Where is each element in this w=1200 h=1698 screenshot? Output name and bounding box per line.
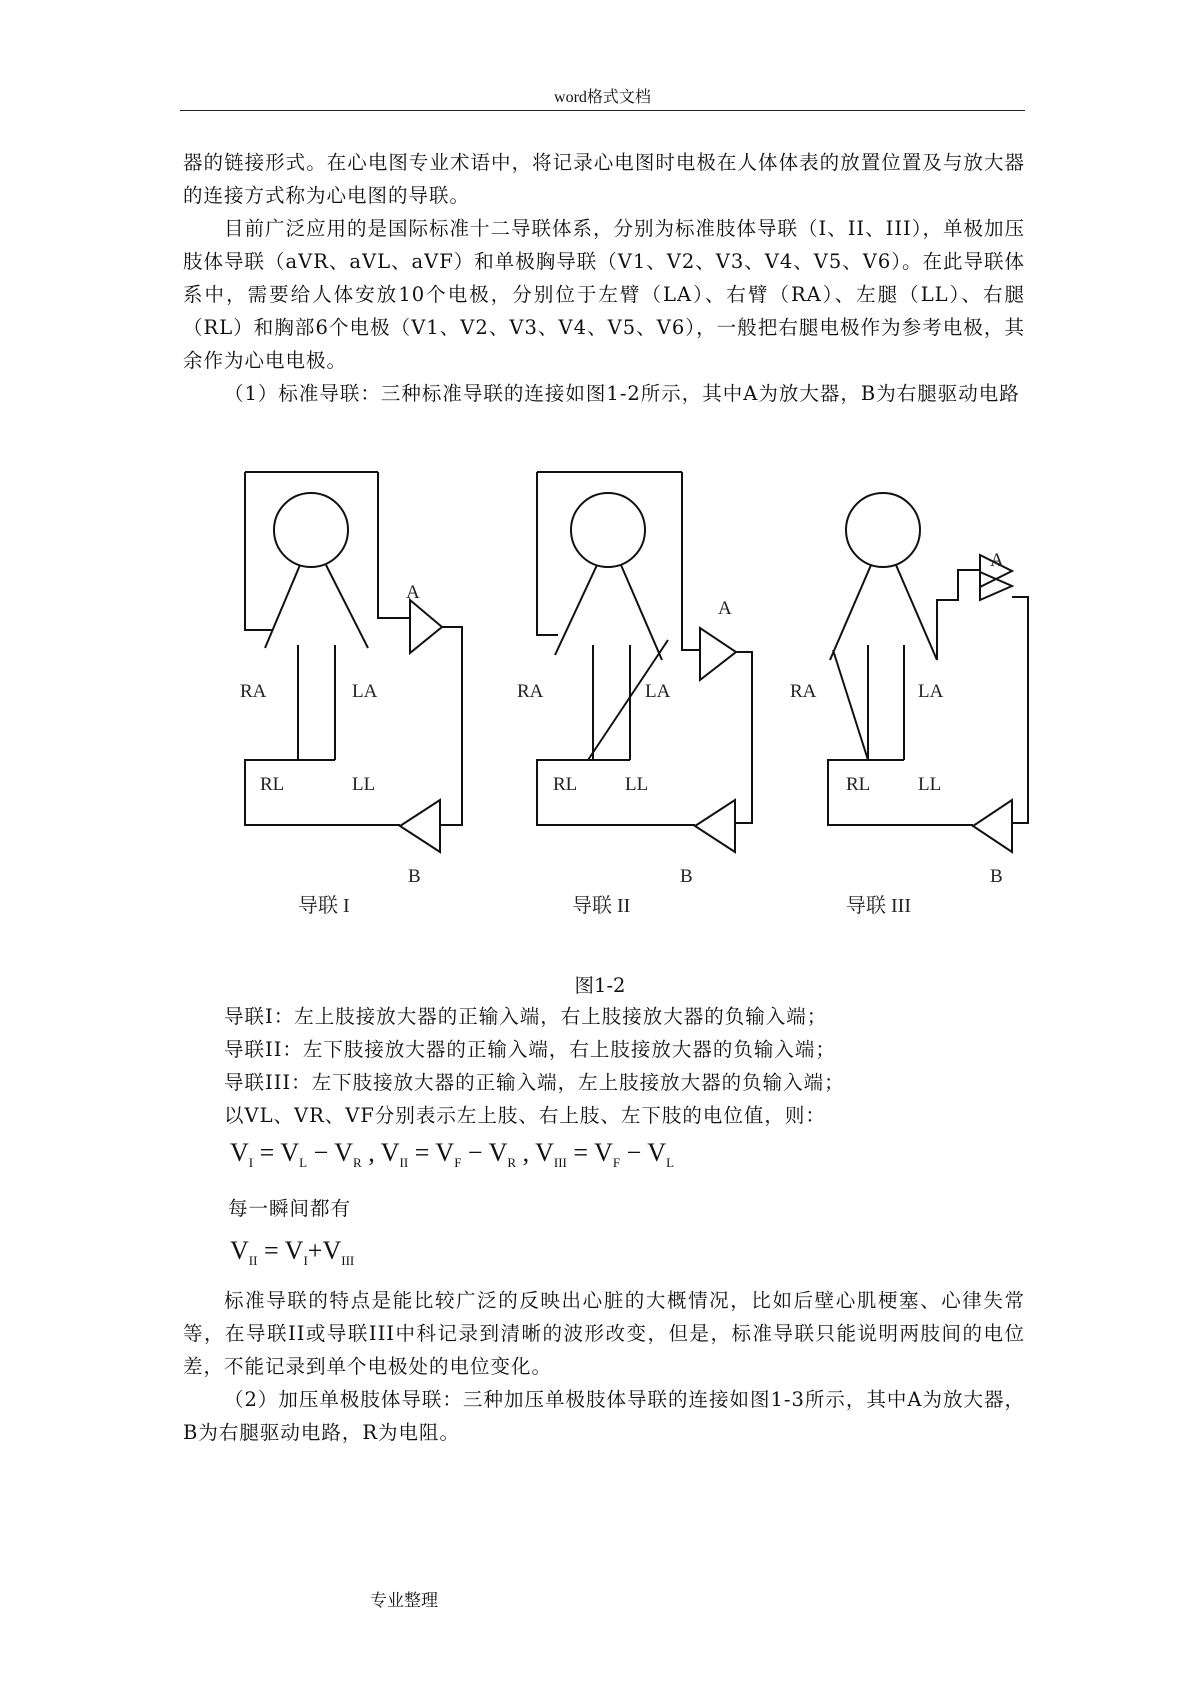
lead-line-4: 以VL、VR、VF分别表示左上肢、右上肢、左下肢的电位值，则： (224, 1104, 826, 1127)
eq1-sub: R (353, 1155, 362, 1171)
eq1-term: = V (408, 1138, 455, 1167)
lead-i-title: 导联 I (298, 895, 350, 917)
lead-ii-diagram (537, 472, 752, 852)
lead-iii-diagram (828, 493, 1028, 852)
eq1-term: − V (307, 1138, 354, 1167)
eq2-term: +V (307, 1236, 342, 1265)
page-header: word格式文档 (554, 89, 651, 106)
lead-i-a-label: A (406, 582, 420, 603)
equation-2 (230, 1236, 354, 1269)
eq2-sub: II (248, 1253, 258, 1269)
lead-iii-title: 导联 III (846, 895, 911, 917)
lead-iii-la-label: LA (918, 681, 944, 702)
lead-ii-title: 导联 II (572, 895, 631, 917)
lead-ii-a-label: A (718, 598, 732, 619)
equation-1 (230, 1138, 674, 1171)
eq1-term: V (230, 1138, 249, 1167)
paragraph-5: （2）加压单极肢体导联：三种加压单极肢体导联的连接如图1-3所示，其中A为放大器，B为右腿驱动电路，R为电阻。 (183, 1388, 1025, 1444)
lead-ii-la-label: LA (645, 681, 671, 702)
eq1-sub: I (248, 1155, 254, 1171)
paragraph-4: 标准导联的特点是能比较广泛的反映出心脏的大概情况，比如后壁心肌梗塞、心律失常等，在导联II或导联III中科记录到清晰的波形改变，但是，标准导联只能说明两肢间的电位差，不能记录到单个电极处的电位变化。 (183, 1289, 1025, 1378)
eq1-term: − V (620, 1138, 667, 1167)
eq2-sub: I (303, 1253, 308, 1269)
eq1-term: = V (253, 1138, 300, 1167)
eq1-sub: F (454, 1155, 462, 1171)
eq1-sub: L (666, 1155, 675, 1171)
lead-iii-ll-label: LL (918, 774, 942, 795)
lead-ii-b-label: B (680, 866, 693, 887)
eq2-term: V (230, 1236, 249, 1265)
paragraph-2: 目前广泛应用的是国际标准十二导联体系，分别为标准肢体导联（I、II、III），单极加压肢体导联（aVR、aVL、aVF）和单极胸导联（V1、V2、V3、V4、V5、V6）。在此导联体系中，需要给人体安放10个电极，分别位于左臂（LA）、右臂（RA）、左腿（LL）、右腿（RL）和胸部6个电极（V1、V2、V3、V4、V5、V6），一般把右腿电极作为参考电极，其余作为心电电极。 (183, 217, 1025, 372)
paragraph-1: 器的链接形式。在心电图专业术语中，将记录心电图时电极在人体体表的放置位置及与放大器的连接方式称为心电图的导联。 (183, 151, 1025, 207)
every-moment-text: 每一瞬间都有 (228, 1197, 352, 1220)
figure-caption: 图1-2 (574, 974, 626, 997)
lead-i-ra-label: RA (240, 681, 267, 702)
lead-iii-a-label: A (990, 550, 1004, 571)
page-footer: 专业整理 (370, 1591, 438, 1611)
lead-iii-rl-label: RL (846, 774, 871, 795)
eq1-sub: R (507, 1155, 517, 1171)
eq1-sub: II (399, 1155, 409, 1171)
lead-i-ll-label: LL (352, 774, 376, 795)
lead-ii-rl-label: RL (553, 774, 578, 795)
paragraph-3: （1）标准导联：三种标准导联的连接如图1-2所示，其中A为放大器，B为右腿驱动电路 (224, 382, 1020, 405)
lead-ii-ra-label: RA (517, 681, 544, 702)
lead-i-b-label: B (408, 866, 421, 887)
eq1-sub: L (299, 1155, 308, 1171)
eq1-sub: III (553, 1155, 567, 1171)
lead-line-1: 导联I：左上肢接放大器的正输入端，右上肢接放大器的负输入端； (224, 1005, 828, 1028)
closing-paragraphs (183, 1284, 1025, 1449)
eq1-term: , V (361, 1138, 400, 1167)
eq1-term: − V (461, 1138, 508, 1167)
eq1-sub: F (612, 1155, 621, 1171)
eq2-sub: III (341, 1253, 355, 1269)
lead-iii-b-label: B (990, 866, 1003, 887)
lead-i-rl-label: RL (260, 774, 285, 795)
lead-line-2: 导联II：左下肢接放大器的正输入端，右上肢接放大器的负输入端； (224, 1038, 836, 1061)
lead-i-diagram (245, 472, 462, 852)
eq1-term: = V (566, 1138, 613, 1167)
lead-iii-ra-label: RA (790, 681, 817, 702)
lead-line-3: 导联III：左下肢接放大器的正输入端，左上肢接放大器的负输入端； (224, 1071, 845, 1094)
lead-i-la-label: LA (352, 681, 378, 702)
eq1-term: , V (516, 1138, 554, 1167)
lead-descriptions (183, 1000, 1025, 1132)
lead-ii-ll-label: LL (625, 774, 649, 795)
eq2-term: = V (257, 1236, 304, 1265)
